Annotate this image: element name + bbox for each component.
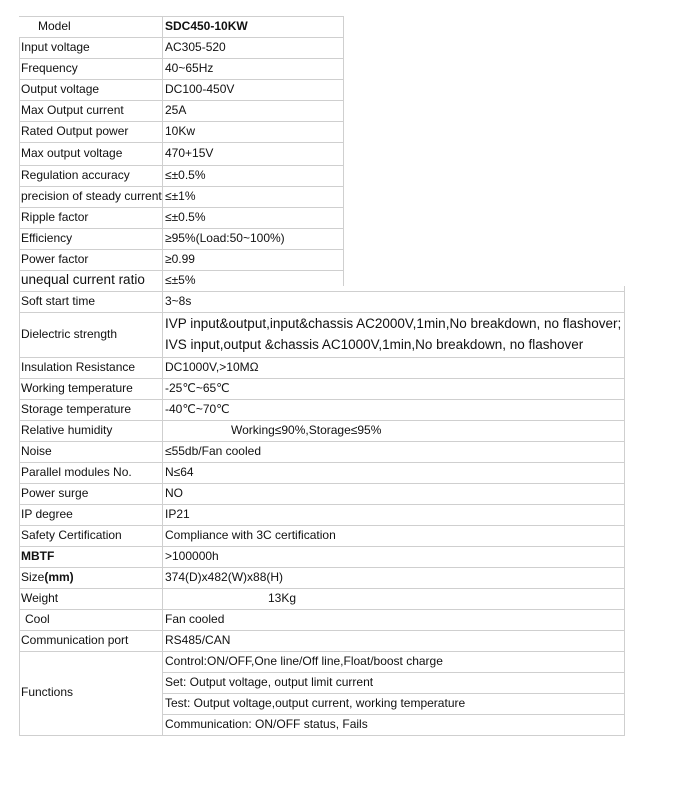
functions-item: Set: Output voltage, output limit current [165, 675, 374, 689]
spec-value-line-1: IVP input&output,input&chassis AC2000V,1min,No breakdown, no flashover; [165, 316, 622, 331]
functions-label: Functions [21, 685, 74, 699]
model-value [165, 16, 248, 36]
spec-label: Working temperature [21, 381, 133, 395]
spec-label: Storage temperature [21, 402, 132, 416]
spec-value: NO [165, 486, 183, 500]
functions-item: Test: Output voltage,output current, working temperature [165, 696, 466, 710]
model-value-suffix: KW [227, 19, 248, 33]
spec-label: Noise [21, 444, 52, 458]
spec-value: IP21 [165, 507, 190, 521]
spec-label: unequal current ratio [21, 272, 145, 287]
spec-label: Efficiency [21, 231, 73, 245]
spec-value: ≥0.99 [165, 252, 195, 266]
spec-value: 470+15V [165, 146, 214, 160]
spec-value: 13Kg [268, 591, 297, 605]
size-label-unit: (mm) [44, 570, 74, 584]
spec-value-line-2: IVS input,output &chassis AC1000V,1min,No breakdown, no flashover [165, 337, 584, 352]
spec-value: 374(D)x482(W)x88(H) [165, 570, 284, 584]
spec-value: ≤±0.5% [165, 210, 206, 224]
spec-label: Cool [25, 612, 50, 626]
spec-label: Safety Certification [21, 528, 122, 542]
model-value-prefix: SDC450-10 [165, 19, 228, 33]
spec-label: Max output voltage [21, 146, 123, 160]
spec-label: Rated Output power [21, 124, 129, 138]
spec-label: Soft start time [21, 294, 96, 308]
spec-label: Power factor [21, 252, 89, 266]
spec-value: RS485/CAN [165, 633, 231, 647]
spec-label: Relative humidity [21, 423, 113, 437]
spec-label: Ripple factor [21, 210, 89, 224]
spec-label: Insulation Resistance [21, 360, 136, 374]
spec-value: DC100-450V [165, 82, 235, 96]
size-label-plain: Size [21, 570, 45, 584]
spec-label: Regulation accuracy [21, 168, 130, 182]
spec-value: ≤±5% [165, 273, 196, 287]
spec-label: Communication port [21, 633, 129, 647]
spec-value: N≤64 [165, 465, 194, 479]
spec-value: 25A [165, 103, 187, 117]
spec-value: ≥95%(Load:50~100%) [165, 231, 285, 245]
spec-label: Max Output current [21, 103, 124, 117]
spec-value: Fan cooled [165, 612, 225, 626]
spec-label: IP degree [21, 507, 73, 521]
spec-label: Frequency [21, 61, 78, 75]
spec-label: precision of steady current [21, 189, 162, 203]
spec-label: Output voltage [21, 82, 100, 96]
functions-item: Control:ON/OFF,One line/Off line,Float/boost charge [165, 654, 443, 668]
spec-value: >100000h [165, 549, 219, 563]
spec-value: ≤±1% [165, 189, 196, 203]
model-label: Model [38, 19, 71, 33]
spec-label: Dielectric strength [21, 327, 118, 341]
functions-item: Communication: ON/OFF status, Fails [165, 717, 368, 731]
spec-label: Input voltage [21, 40, 90, 54]
spec-value: Working≤90%,Storage≤95% [231, 423, 382, 437]
spec-value: Compliance with 3C certification [165, 528, 336, 542]
spec-value: -25℃~65℃ [165, 381, 230, 395]
spec-value: AC305-520 [165, 40, 226, 54]
spec-label: Parallel modules No. [21, 465, 132, 479]
spec-label: Weight [21, 591, 59, 605]
spec-label: MBTF [21, 549, 55, 563]
spec-label: Power surge [21, 486, 89, 500]
spec-value: 40~65Hz [165, 61, 214, 75]
spec-value: -40℃~70℃ [165, 402, 230, 416]
spec-label [21, 567, 74, 587]
spec-value: ≤55db/Fan cooled [165, 444, 261, 458]
spec-value: 3~8s [165, 294, 192, 308]
spec-value: ≤±0.5% [165, 168, 206, 182]
spec-value: DC1000V,>10MΩ [165, 360, 259, 374]
spec-value: 10Kw [165, 124, 196, 138]
